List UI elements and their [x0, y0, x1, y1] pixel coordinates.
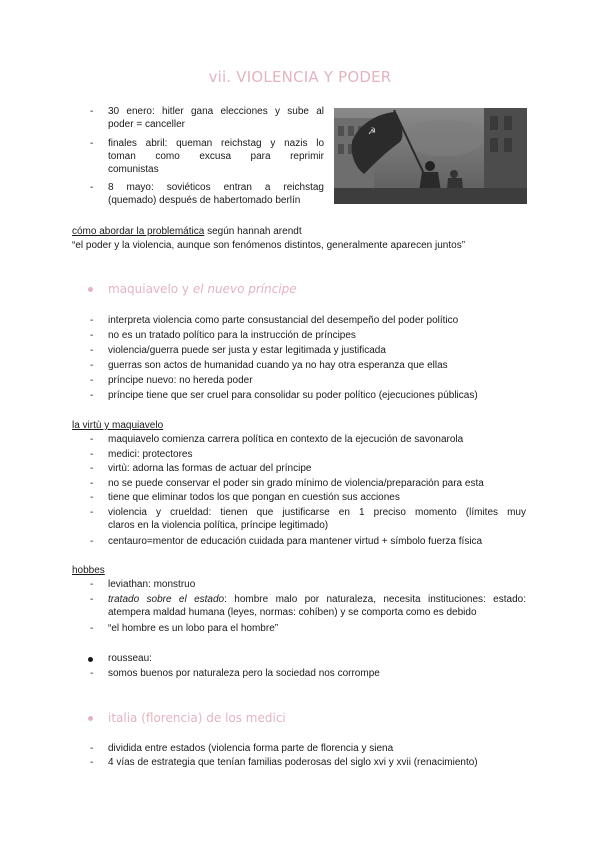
- intro-bullet-1: [108, 105, 324, 131]
- intro-bullet-3: [108, 181, 324, 207]
- section-bullet-icon: [88, 287, 93, 292]
- list-item: interpreta violencia como parte consustancial del desempeño del poder político: [108, 315, 459, 326]
- bullet-line: finales abril: queman reichstag y nazis lo: [108, 138, 324, 149]
- section-heading-italic: el nuevo príncipe: [192, 282, 297, 296]
- section-heading-maquiavelo: [108, 282, 297, 296]
- bullet-text: : hombre malo por naturaleza, necesita instituciones: estado:: [224, 594, 526, 605]
- list-item: medici: protectores: [108, 449, 193, 460]
- dash-marker: -: [90, 478, 94, 489]
- bullet-line: poder = canceller: [108, 119, 185, 130]
- dash-marker: -: [90, 138, 94, 149]
- reichstag-flag-photo: [334, 108, 527, 204]
- italic-text: tratado sobre el estado: [108, 594, 225, 605]
- bullet-line: 30 enero: hitler gana elecciones y sube al: [108, 106, 324, 117]
- rousseau-label: rousseau:: [108, 653, 152, 664]
- list-item: centauro=mentor de educación cuidada para mantener virtud + símbolo fuerza física: [108, 536, 483, 547]
- list-item: maquiavelo comienza carrera política en contexto de la ejecución de savonarola: [108, 434, 464, 445]
- dash-marker: -: [90, 743, 94, 754]
- hobbes-heading: hobbes: [72, 565, 105, 576]
- bullet-line: atempera maldad humana (leyes, normas: cohíben) y se comporta como es debido: [108, 607, 477, 618]
- dash-marker: -: [90, 182, 94, 193]
- list-item: somos buenos por naturaleza pero la sociedad nos corrompe: [108, 668, 380, 679]
- virtu-heading: la virtù y maquiavelo: [72, 420, 164, 431]
- list-item: leviathan: monstruo: [108, 579, 196, 590]
- reichstag-flag-illustration: [334, 108, 527, 204]
- dash-marker: -: [90, 507, 94, 518]
- list-item: príncipe nuevo: no hereda poder: [108, 375, 253, 386]
- list-item: [108, 593, 526, 619]
- arendt-heading-rest: según hannah arendt: [204, 226, 302, 237]
- list-item: no es un tratado político para la instrucción de príncipes: [108, 330, 356, 341]
- bullet-line: violencia y crueldad: tienen que justificarse en 1 preciso momento (límites muy: [108, 507, 526, 518]
- list-item: virtù: adorna las formas de actuar del príncipe: [108, 463, 312, 474]
- list-item: “el hombre es un lobo para el hombre”: [108, 623, 279, 634]
- dash-marker: -: [90, 623, 94, 634]
- dash-marker: -: [90, 390, 94, 401]
- arendt-heading: [72, 225, 532, 238]
- dash-marker: -: [90, 449, 94, 460]
- dash-marker: -: [90, 579, 94, 590]
- dash-marker: -: [90, 315, 94, 326]
- section-bullet-icon: [88, 716, 93, 721]
- list-item: príncipe tiene que ser cruel para consolidar su poder político (ejecuciones públicas): [108, 390, 478, 401]
- svg-text:☭: ☭: [368, 127, 377, 137]
- list-item: tiene que eliminar todos los que pongan en cuestión sus acciones: [108, 492, 400, 503]
- section-heading-medici: italia (florencia) de los medici: [108, 711, 286, 725]
- list-item: [108, 506, 526, 532]
- bullet-line: toman como excusa para reprimir: [108, 151, 324, 162]
- dash-marker: -: [90, 594, 94, 605]
- dash-marker: -: [90, 492, 94, 503]
- bullet-line: [108, 593, 526, 606]
- bullet-line: comunistas: [108, 164, 159, 175]
- dash-marker: -: [90, 330, 94, 341]
- dash-marker: -: [90, 345, 94, 356]
- page-title: vii. VIOLENCIA Y PODER: [208, 68, 392, 86]
- list-item: no se puede conservar el poder sin grado mínimo de violencia/preparación para esta: [108, 478, 484, 489]
- rousseau-bullet-icon: [88, 657, 93, 662]
- section-heading-plain: maquiavelo y: [108, 282, 193, 296]
- dash-marker: -: [90, 434, 94, 445]
- list-item: guerras son actos de humanidad cuando ya no hay otra esperanza que ellas: [108, 360, 448, 371]
- dash-marker: -: [90, 536, 94, 547]
- dash-marker: -: [90, 375, 94, 386]
- bullet-line: claros en la violencia política, príncipe legitimado): [108, 520, 329, 531]
- list-item: 4 vías de estrategia que tenían familias poderosas del siglo xvi y xvii (renacimiento): [108, 757, 478, 768]
- list-item: dividida entre estados (violencia forma parte de florencia y siena: [108, 743, 394, 754]
- dash-marker: -: [90, 757, 94, 768]
- dash-marker: -: [90, 463, 94, 474]
- arendt-quote: “el poder y la violencia, aunque son fenómenos distintos, generalmente aparecen juntos”: [72, 240, 466, 251]
- list-item: violencia/guerra puede ser justa y estar legitimada y justificada: [108, 345, 386, 356]
- intro-bullet-2: [108, 137, 324, 176]
- arendt-link[interactable]: cómo abordar la problemática: [72, 226, 205, 237]
- dash-marker: -: [90, 106, 94, 117]
- bullet-line: 8 mayo: soviéticos entran a reichstag: [108, 182, 324, 193]
- bullet-line: (quemado) después de habertomado berlín: [108, 195, 301, 206]
- dash-marker: -: [90, 668, 94, 679]
- dash-marker: -: [90, 360, 94, 371]
